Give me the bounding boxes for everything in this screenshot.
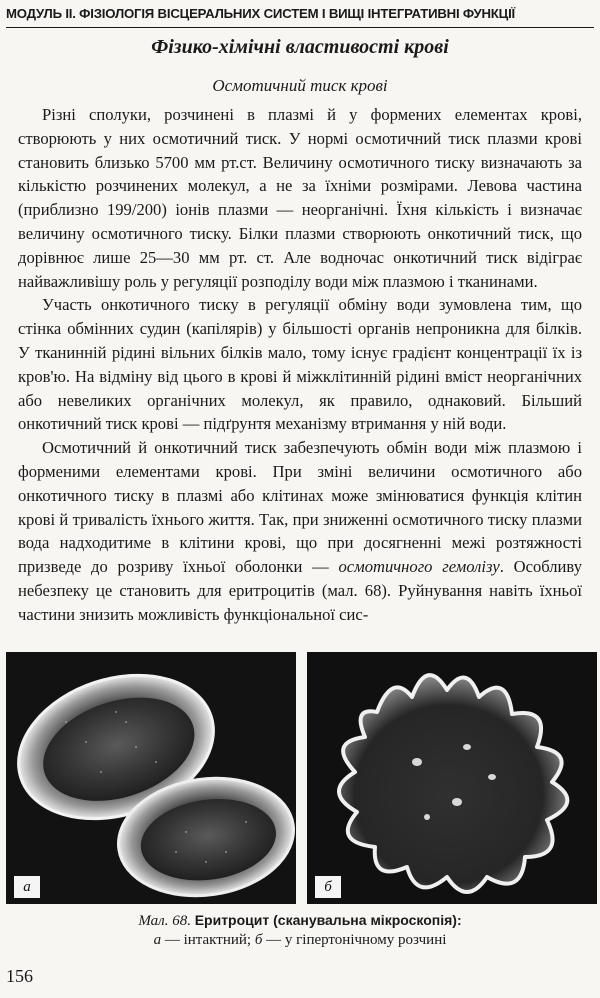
caption-b-letter: б bbox=[254, 932, 263, 948]
erythrocyte-crenated-image bbox=[307, 652, 597, 904]
caption-a-letter: а bbox=[153, 932, 162, 948]
paragraph-1: Різні сполуки, розчинені в плазмі й у формених елементах крові, створюють у них осмотичний тиск. У нормі осмотичний тиск плазми крові становить близько 5700 мм рт.ст. Величину осмотичного тиску визначають за кількістю розчинених молекул, а не за їхніми розмірами. Левова частина (приблизно 199/200) іонів плазми — неорганічні. Їхня кількість і визначає величину осмотичного тиску. Білки плазми створюють онкотичний тиск, що дорівнює лише 25—30 мм рт. ст. Але водночас онкотичний тиск відіграє найважливішу роль у регуляції розподілу води між плазмою і тканинами. bbox=[18, 105, 582, 291]
paragraph-3-text-end: . Особливу небезпеку це становить для еритроцитів (мал. 68). Руйнування навіть їхньої частини знизить можливість функціональної сис- bbox=[18, 557, 582, 624]
paragraph-3-text: Осмотичний й онкотичний тиск забезпечують обмін води між плазмою і форменими елементами крові. При зміні величини осмотичного або онкотичного тиску в плазмі або клітинах може змінюватися функція клітин крові й тривалість їхнього життя. Так, при зниженні осмотичного тиску плазми вода надходитиме в клітини крові, що при досягненні межі розтяжності призведе до розриву їхньої оболонки — bbox=[18, 438, 582, 577]
running-header bbox=[6, 3, 594, 28]
caption-line-1 bbox=[0, 911, 600, 931]
figure-panel-crenated-erythrocyte bbox=[307, 652, 597, 904]
erythrocyte-intact-image bbox=[6, 652, 296, 904]
paragraph-3 bbox=[18, 436, 582, 626]
subsection-title: Осмотичний тиск крові bbox=[212, 76, 388, 95]
caption-b-text: — у гіпертонічному розчині bbox=[262, 932, 447, 948]
body-text bbox=[18, 103, 582, 627]
panel-label-a: а bbox=[14, 876, 40, 898]
figure-caption bbox=[0, 911, 600, 950]
panel-label-b: б bbox=[315, 876, 341, 898]
caption-number: Мал. 68. bbox=[138, 913, 191, 929]
paragraph-2: Участь онкотичного тиску в регуляції обміну води зумовлена тим, що стінка обмінних судин (капілярів) у більшості органів непроникна для білків. У тканинній рідині вільних білків мало, тому існує градієнт концентрації їх із кров'ю. На відміну від цього в крові й міжклітинній рідині вміст неорганічних або невеликих органічних молекул, як правило, однаковий. Більший онкотичний тиск крові — підґрунтя механізму втримання у ній води. bbox=[18, 295, 582, 434]
caption-line-2 bbox=[0, 931, 600, 950]
caption-title: Еритроцит (сканувальна мікроскопія): bbox=[194, 912, 462, 928]
caption-a-text: — інтактний; bbox=[161, 932, 255, 948]
figure-panel-intact-erythrocyte bbox=[6, 652, 296, 904]
running-header-text: МОДУЛЬ II. ФІЗІОЛОГІЯ ВІСЦЕРАЛЬНИХ СИСТЕМ І ВИЩІ ІНТЕГРАТИВНІ ФУНКЦІЇ bbox=[6, 6, 515, 21]
section-title: Фізико-хімічні властивості крові bbox=[151, 36, 449, 58]
page-number: 156 bbox=[6, 966, 33, 986]
term-osmotic-hemolysis: осмотичного гемолізу bbox=[338, 557, 500, 577]
